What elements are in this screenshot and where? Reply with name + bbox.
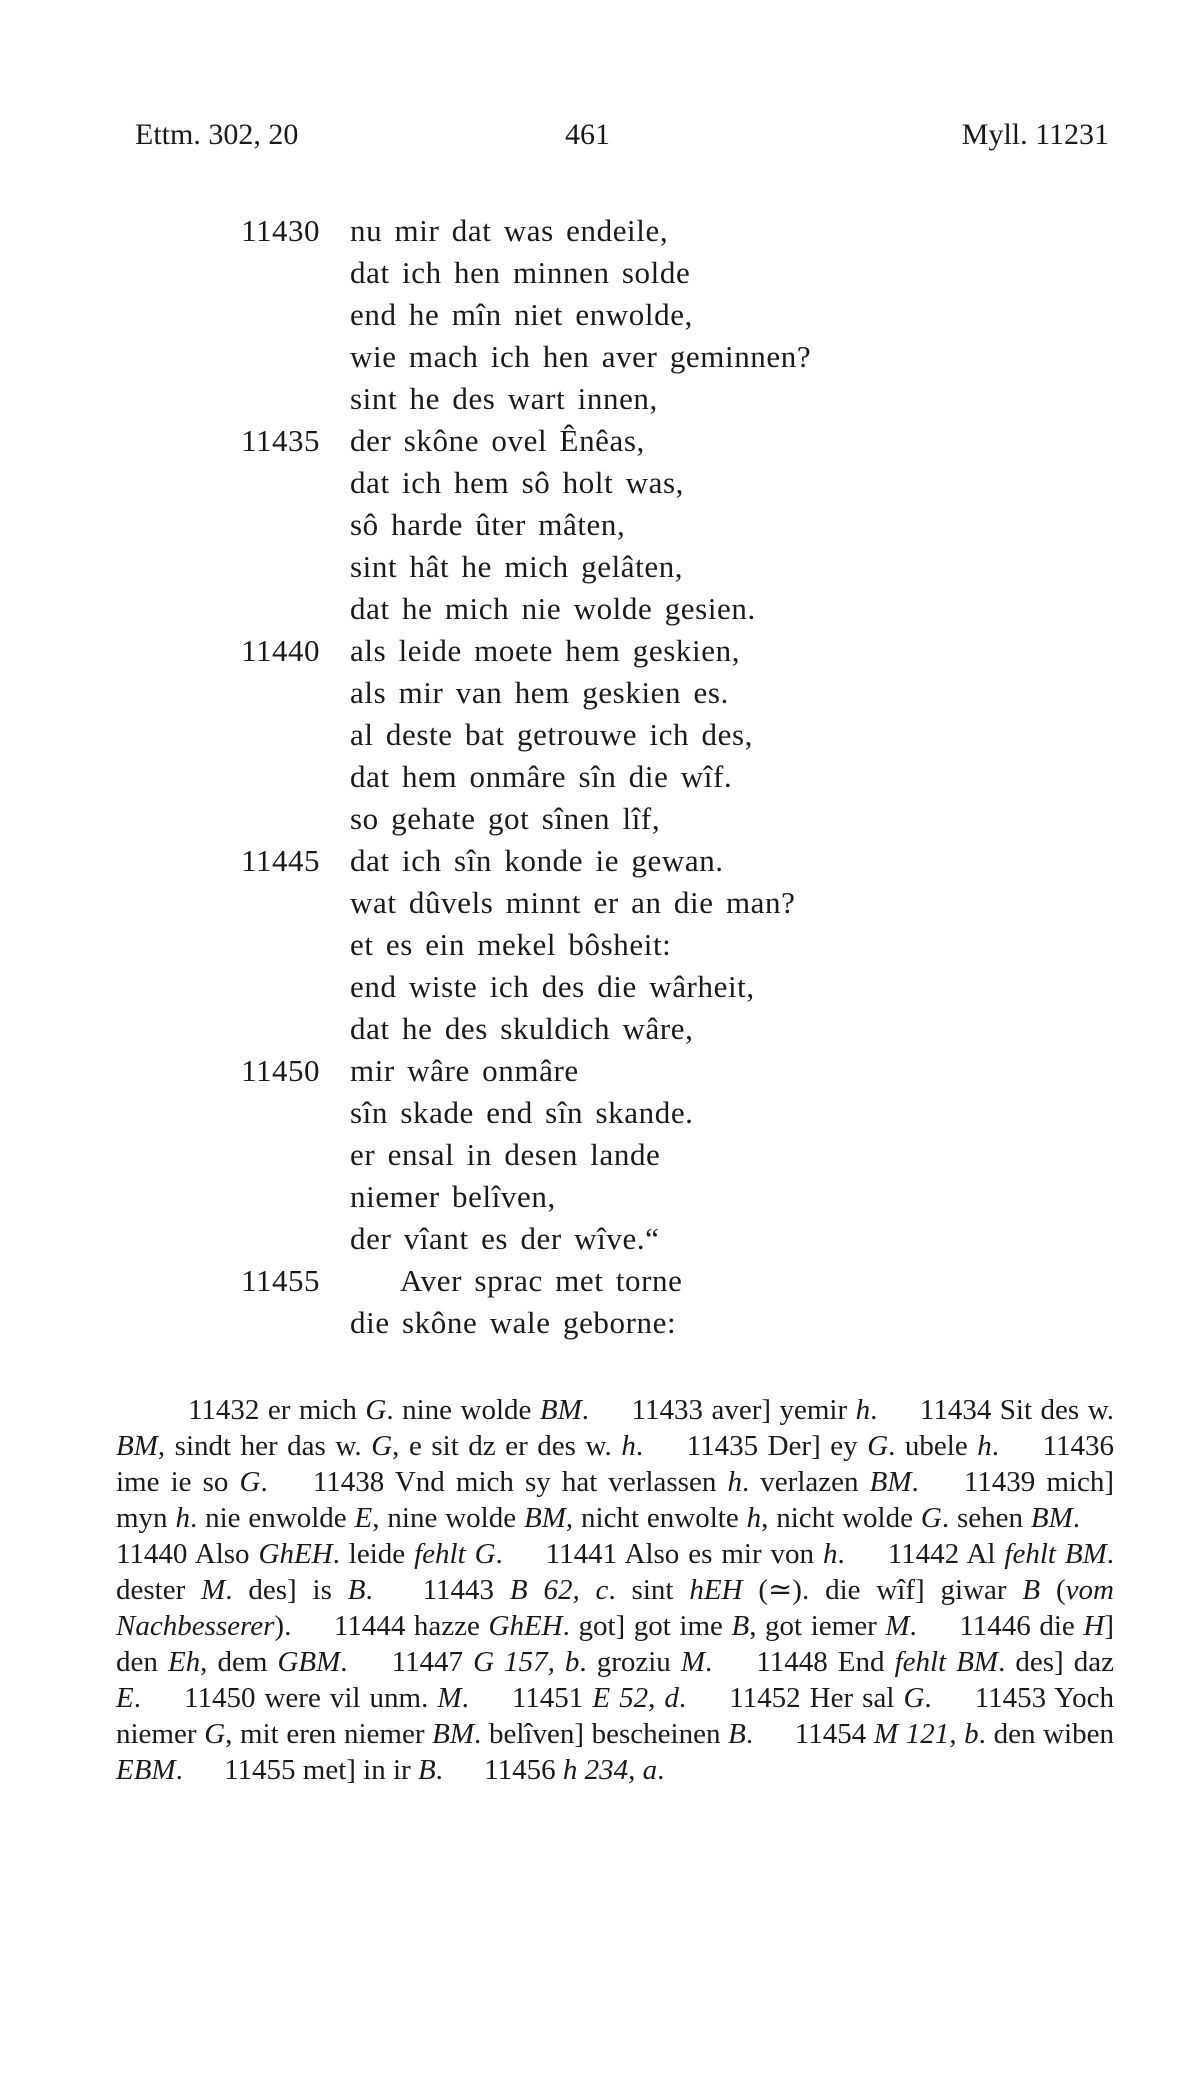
verse-line: [0, 966, 1200, 1008]
verse-text: der vîant es der wîve.“: [350, 1221, 660, 1256]
verse-line: [0, 840, 1200, 882]
verse-text: der skône ovel Ênêas,: [350, 423, 645, 458]
verse-line: [0, 378, 1200, 420]
header-right-reference: Myll. 11231: [961, 118, 1109, 151]
verse-line: [0, 798, 1200, 840]
verse-line: [0, 210, 1200, 252]
verse-text: so gehate got sînen lîf,: [350, 801, 661, 836]
apparatus-note: 11454 M 121, b. den wiben EBM.: [116, 1718, 1114, 1786]
line-number: 11435: [241, 423, 320, 458]
verse-text: nu mir dat was endeile,: [350, 213, 669, 248]
critical-apparatus: [116, 1392, 1114, 1788]
verse-line: [0, 756, 1200, 798]
verse-text: end he mîn niet enwolde,: [350, 297, 693, 332]
verse-text: sint he des wart innen,: [350, 381, 658, 416]
verse-text: mir wâre onmâre: [350, 1053, 579, 1088]
verse-line: [0, 1176, 1200, 1218]
apparatus-note: 11450 were vil unm. M.: [184, 1682, 469, 1714]
apparatus-note: 11439 mich] myn h. nie enwolde E, nine wolde BM, nicht enwolte h, nicht wolde G. sehen BM.: [116, 1466, 1115, 1534]
verse-text: er ensal in desen lande: [350, 1137, 661, 1172]
verse-text: sint hât he mich gelâten,: [350, 549, 684, 584]
apparatus-note: 11441 Also es mir von h.: [545, 1538, 845, 1570]
apparatus-note: 11455 met] in ir B.: [224, 1754, 443, 1786]
verse-text: Aver sprac met torne: [400, 1263, 683, 1298]
verse-text: al deste bat getrouwe ich des,: [350, 717, 753, 752]
apparatus-note: 11435 Der] ey G. ubele h.: [686, 1430, 1000, 1462]
verse-line: [0, 336, 1200, 378]
apparatus-note: 11438 Vnd mich sy hat verlassen h. verlazen BM.: [312, 1466, 919, 1498]
apparatus-note: 11433 aver] yemir h.: [631, 1394, 878, 1426]
apparatus-note: 11452 Her sal G.: [729, 1682, 932, 1714]
apparatus-note: 11446 die H] den Eh, dem GBM.: [116, 1610, 1114, 1678]
verse-text: niemer belîven,: [350, 1179, 556, 1214]
verse-line: [0, 1260, 1200, 1302]
verse-line: [0, 672, 1200, 714]
line-number: 11440: [241, 633, 320, 668]
apparatus-note: 11448 End fehlt BM. des] daz E.: [116, 1646, 1115, 1714]
apparatus-note: 11436 ime ie so G.: [116, 1430, 1115, 1498]
verse-text: dat ich hem sô holt was,: [350, 465, 685, 500]
verse-text: wie mach ich hen aver geminnen?: [350, 339, 812, 374]
verse-text: dat he des skuldich wâre,: [350, 1011, 694, 1046]
apparatus-note: 11453 Yoch niemer G, mit eren niemer BM. belîven] bescheinen B.: [116, 1682, 1114, 1750]
verse-line: [0, 1302, 1200, 1344]
verse-line: [0, 546, 1200, 588]
apparatus-note: 11443 B 62, c. sint hEH (≃). die wîf] giwar B (vom Nachbesserer).: [116, 1574, 1114, 1642]
verse-line: [0, 1050, 1200, 1092]
verse-line: [0, 294, 1200, 336]
apparatus-note: 11440 Also GhEH. leide fehlt G.: [116, 1538, 503, 1570]
apparatus-note: 11456 h 234, a.: [484, 1754, 665, 1786]
verse-line: [0, 504, 1200, 546]
header-left-reference: Ettm. 302, 20: [135, 118, 299, 151]
verse-line: [0, 1218, 1200, 1260]
apparatus-note: 11447 G 157, b. groziu M.: [391, 1646, 713, 1678]
line-number: 11445: [241, 843, 320, 878]
running-header: [135, 118, 1109, 158]
verse-text: sîn skade end sîn skande.: [350, 1095, 694, 1130]
verse-text: als mir van hem geskien es.: [350, 675, 729, 710]
page-number: 461: [565, 118, 610, 151]
verse-text: dat ich sîn konde ie gewan.: [350, 843, 724, 878]
apparatus-note: 11444 hazze GhEH. got] got ime B, got iemer M.: [333, 1610, 917, 1642]
line-number: 11455: [241, 1263, 320, 1298]
verse-text: sô harde ûter mâten,: [350, 507, 626, 542]
verse-line: [0, 714, 1200, 756]
verse-line: [0, 420, 1200, 462]
verse-line: [0, 462, 1200, 504]
verse-text: dat hem onmâre sîn die wîf.: [350, 759, 733, 794]
apparatus-note: 11432 er mich G. nine wolde BM.: [188, 1394, 590, 1426]
line-number: 11450: [241, 1053, 320, 1088]
apparatus-note: 11434 Sit des w. BM, sindt her das w. G, e sit dz er des w. h.: [116, 1394, 1115, 1462]
apparatus-note: 11451 E 52, d.: [511, 1682, 687, 1714]
verse-text: als leide moete hem geskien,: [350, 633, 741, 668]
verse-text: die skône wale geborne:: [350, 1305, 677, 1340]
line-number: 11430: [241, 213, 320, 248]
apparatus-note: 11442 Al fehlt BM. dester M. des] is B.: [116, 1538, 1115, 1606]
verse-text: wat dûvels minnt er an die man?: [350, 885, 796, 920]
verse-text: dat he mich nie wolde gesien.: [350, 591, 756, 626]
verse-line: [0, 882, 1200, 924]
poem-text: [0, 210, 1200, 1344]
verse-line: [0, 1008, 1200, 1050]
verse-line: [0, 1092, 1200, 1134]
verse-text: et es ein mekel bôsheit:: [350, 927, 672, 962]
verse-line: [0, 252, 1200, 294]
verse-text: dat ich hen minnen solde: [350, 255, 691, 290]
verse-line: [0, 924, 1200, 966]
verse-line: [0, 630, 1200, 672]
verse-line: [0, 1134, 1200, 1176]
verse-line: [0, 588, 1200, 630]
verse-text: end wiste ich des die wârheit,: [350, 969, 755, 1004]
